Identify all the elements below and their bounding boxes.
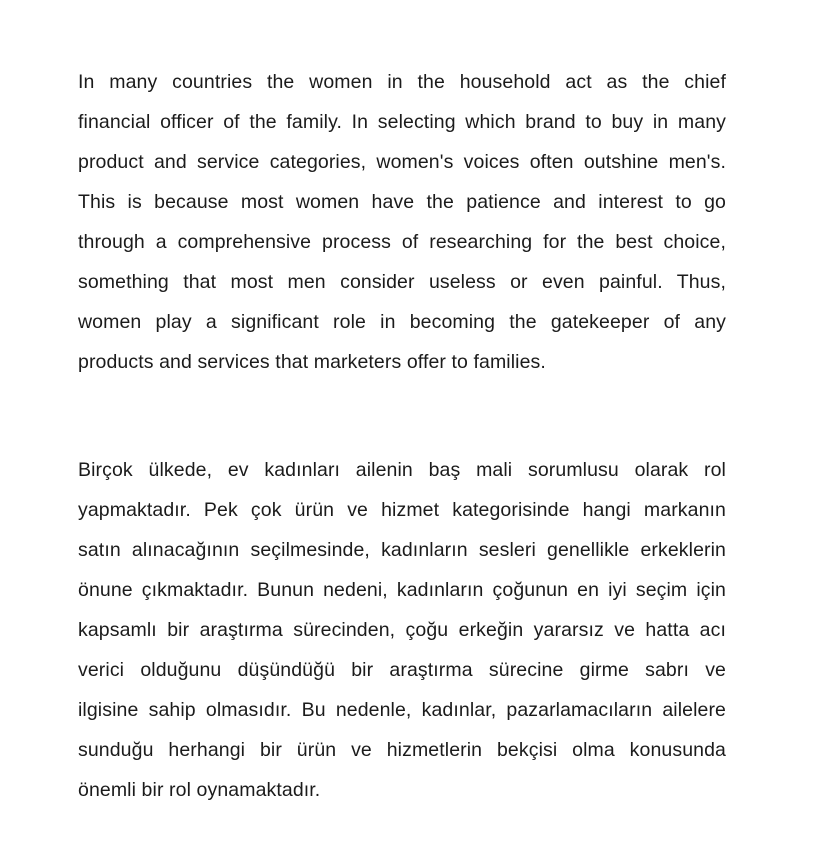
turkish-paragraph [78,450,726,810]
text-line: Birçok ülkede, ev kadınları ailenin baş mali sorumlusu olarak rol [78,459,726,481]
text-line: sunduğu herhangi bir ürün ve hizmetlerin bekçisi olma konusunda [78,739,726,761]
english-paragraph [78,62,726,382]
text-line: through a comprehensive process of researching for the best choice, [78,231,726,253]
text-line: something that most men consider useless or even painful. Thus, [78,271,726,293]
text-line: önune çıkmaktadır. Bunun nedeni, kadınların çoğunun en iyi seçim için [78,579,726,601]
text-line: ilgisine sahip olmasıdır. Bu nedenle, kadınlar, pazarlamacıların ailelere [78,699,726,721]
text-line: financial officer of the family. In selecting which brand to buy in many [78,111,726,133]
text-line: verici olduğunu düşündüğü bir araştırma sürecine girme sabrı ve [78,659,726,681]
text-line: önemli bir rol oynamaktadır. [78,779,321,801]
text-line: satın alınacağının seçilmesinde, kadınların sesleri genellikle erkeklerin [78,539,726,561]
paragraph-spacer [78,382,726,450]
text-line: kapsamlı bir araştırma sürecinden, çoğu erkeğin yararsız ve hatta acı [78,619,726,641]
text-line: product and service categories, women's voices often outshine men's. [78,151,726,173]
text-line: women play a significant role in becoming the gatekeeper of any [78,311,726,333]
text-line: yapmaktadır. Pek çok ürün ve hizmet kategorisinde hangi markanın [78,499,726,521]
text-line: This is because most women have the patience and interest to go [78,191,726,213]
text-line: In many countries the women in the household act as the chief [78,71,726,93]
text-line: products and services that marketers offer to families. [78,351,546,373]
